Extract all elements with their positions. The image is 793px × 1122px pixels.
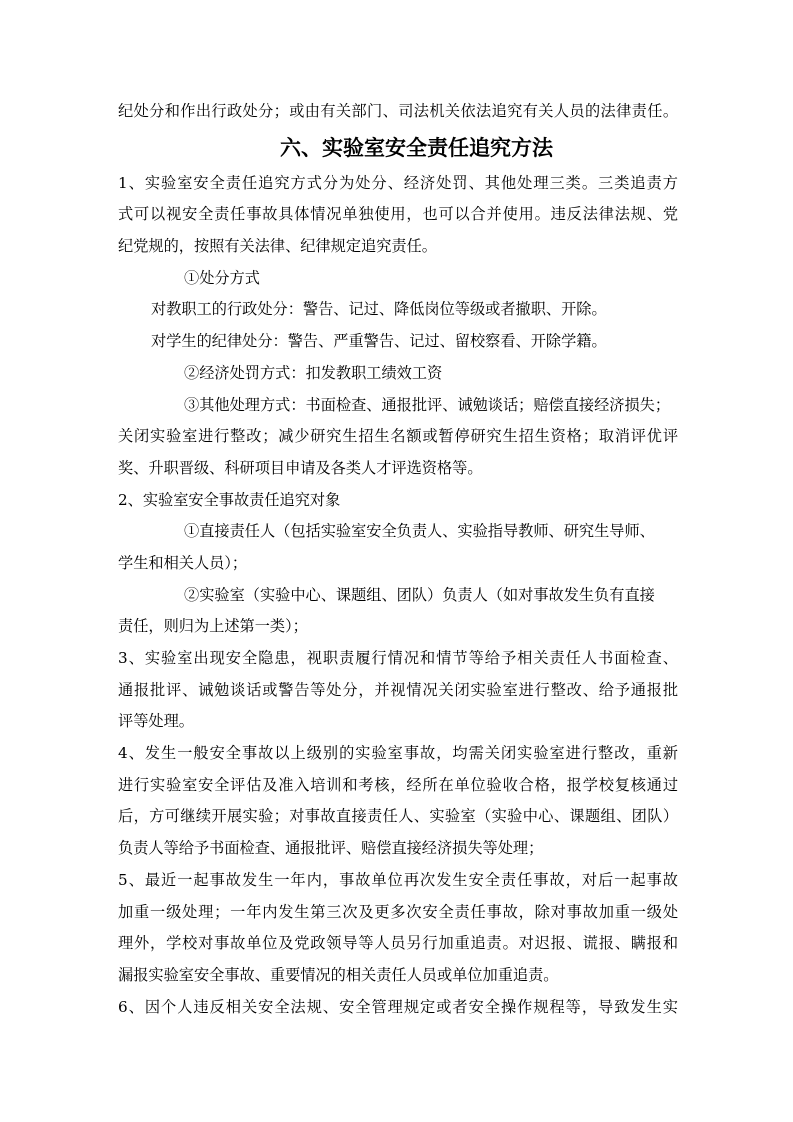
paragraph-line: 负责人等给予书面检查、通报批评、赔偿直接经济损失等处理； xyxy=(118,839,544,858)
paragraph-line: 责任，则归为上述第一类）； xyxy=(118,617,308,636)
paragraph-line: ③其他处理方式：书面检查、通报批评、诫勉谈话；赔偿直接经济损失； xyxy=(184,395,670,414)
paragraph-line: 4、发生一般安全事故以上级别的实验室事故，均需关闭实验室进行整改，重新 xyxy=(118,744,678,763)
paragraph-line: 进行实验室安全评估及准入培训和考核，经所在单位验收合格，报学校复核通过 xyxy=(118,775,678,794)
paragraph-line: ①处分方式 xyxy=(184,268,260,287)
paragraph-line: 奖、升职晋级、科研项目申请及各类人才评选资格等。 xyxy=(118,458,483,477)
paragraph-line: ②经济处罚方式：扣发教职工绩效工资 xyxy=(184,363,443,382)
paragraph-line: 纪党规的，按照有关法律、纪律规定追究责任。 xyxy=(118,237,437,256)
paragraph-line: 关闭实验室进行整改；减少研究生招生名额或暂停研究生招生资格；取消评优评 xyxy=(118,427,678,446)
paragraph-line: 式可以视安全责任事故具体情况单独使用，也可以合并使用。违反法律法规、党 xyxy=(118,205,678,224)
paragraph-line: 6、因个人违反相关安全法规、安全管理规定或者安全操作规程等，导致发生实 xyxy=(118,997,678,1016)
paragraph-line: 通报批评、诫勉谈话或警告等处分，并视情况关闭实验室进行整改、给予通报批 xyxy=(118,680,678,699)
paragraph-line: 1、实验室安全责任追究方式分为处分、经济处罚、其他处理三类。三类追责方 xyxy=(118,173,678,192)
paragraph-line: 对教职工的行政处分：警告、记过、降低岗位等级或者撤职、开除。 xyxy=(151,300,607,319)
paragraph-line: 漏报实验室安全事故、重要情况的相关责任人员或单位加重追责。 xyxy=(118,965,559,984)
document-body xyxy=(118,96,678,1023)
paragraph-line: 理外，学校对事故单位及党政领导等人员另行加重追责。对迟报、谎报、瞒报和 xyxy=(118,934,678,953)
section-heading: 六、实验室安全责任追究方法 xyxy=(280,135,553,160)
paragraph-line: 2、实验室安全事故责任追究对象 xyxy=(118,490,341,509)
paragraph-line: 3、实验室出现安全隐患，视职责履行情况和情节等给予相关责任人书面检查、 xyxy=(118,649,678,667)
paragraph-line: 学生和相关人员）； xyxy=(118,553,248,572)
paragraph-line: 加重一级处理；一年内发生第三次及更多次安全责任事故，除对事故加重一级处 xyxy=(118,902,678,921)
paragraph-line: 后，方可继续开展实验；对事故直接责任人、实验室（实验中心、课题组、团队） xyxy=(118,807,678,826)
paragraph-line: 评等处理。 xyxy=(118,712,194,731)
paragraph-line: ①直接责任人（包括实验室安全负责人、实验指导教师、研究生导师、 xyxy=(184,522,655,541)
paragraph-line: 对学生的纪律处分：警告、严重警告、记过、留校察看、开除学籍。 xyxy=(151,332,607,351)
paragraph-line: 5、最近一起事故发生一年内，事故单位再次发生安全责任事故，对后一起事故 xyxy=(118,870,678,889)
paragraph-line: ②实验室（实验中心、课题组、团队）负责人（如对事故发生负有直接 xyxy=(184,585,655,604)
paragraph-line: 纪处分和作出行政处分；或由有关部门、司法机关依法追究有关人员的法律责任。 xyxy=(118,102,678,120)
